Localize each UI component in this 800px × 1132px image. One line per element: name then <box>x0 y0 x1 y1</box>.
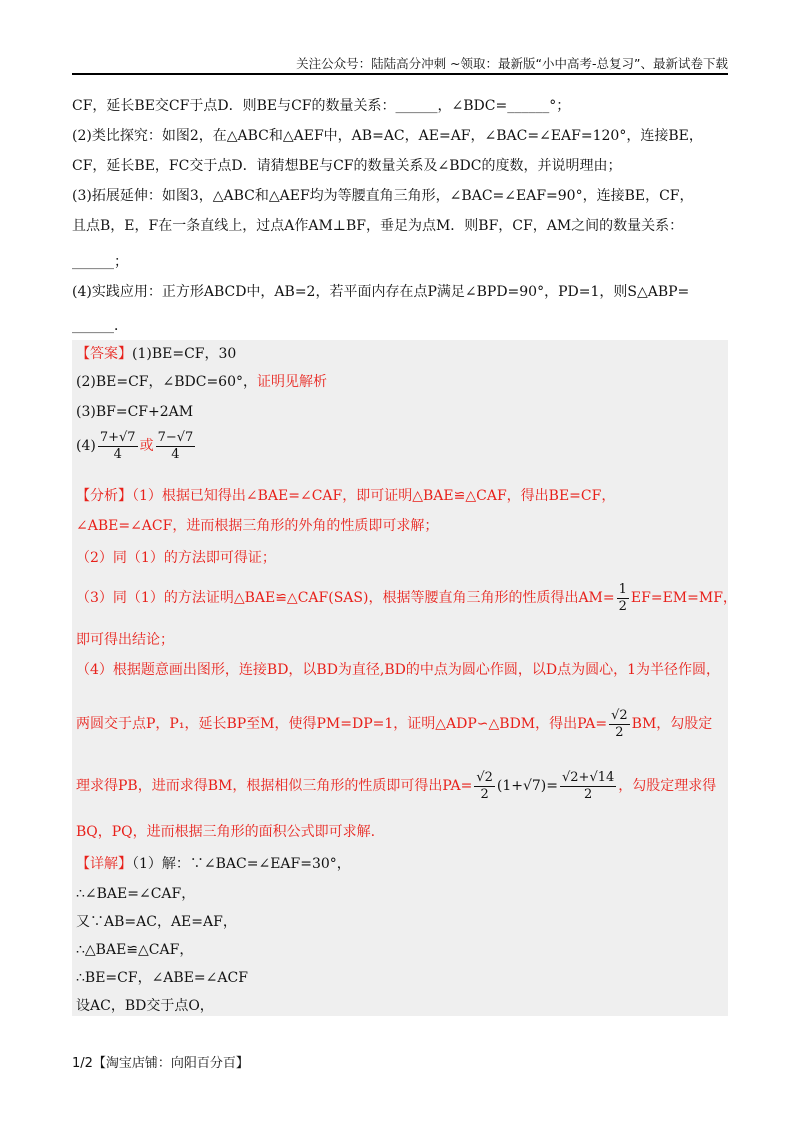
answer-4-fraction-2 <box>156 430 196 463</box>
answer-3: (3)BF=CF+2AM <box>76 404 194 420</box>
fraction-numerator: 7−√7 <box>157 429 194 445</box>
fraction-numerator: √2 <box>611 707 628 723</box>
analysis-expression: (1+√7)= <box>496 778 558 794</box>
answer-4-prefix: (4) <box>76 438 96 454</box>
sqrt2-over-2-fraction <box>609 708 630 741</box>
question-line: CF，延长BE交CF于点D．则BE与CF的数量关系：______，∠BDC=______°； <box>72 98 571 114</box>
analysis-line-5: 即可得出结论； <box>76 632 174 648</box>
half-fraction <box>617 582 629 615</box>
analysis-line-1 <box>76 486 615 506</box>
analysis-text: 理求得PB，进而求得BM，根据相似三角形的性质即可得出PA= <box>76 778 473 794</box>
question-line: 且点B，E，F在一条直线上，过点A作AM⊥BF，垂足为点M．则BF，CF，AM之间的数量关系： <box>72 218 684 234</box>
fraction-numerator: 7+√7 <box>99 429 136 445</box>
answer-4-or: 或 <box>139 438 154 454</box>
fraction-denominator: 2 <box>615 724 624 740</box>
analysis-line-8 <box>76 768 716 804</box>
detail-line-3: 又∵AB=AC，AE=AF， <box>76 914 237 930</box>
fraction-denominator: 4 <box>113 446 122 462</box>
header-divider <box>72 73 728 75</box>
answer-line-1 <box>76 344 236 364</box>
analysis-line-9: BQ，PQ，进而根据三角形的面积公式即可求解. <box>76 824 376 840</box>
answer-1: (1)BE=CF，30 <box>132 346 237 362</box>
analysis-text: BM，勾股定 <box>631 716 713 732</box>
question-line: CF，延长BE，FC交于点D．请猜想BE与CF的数量关系及∠BDC的度数，并说明理由； <box>72 158 622 174</box>
detail-line-1 <box>76 854 351 874</box>
analysis-text: （1）根据已知得出∠BAE=∠CAF，即可证明△BAE≌△CAF，得出BE=CF， <box>132 488 616 504</box>
analysis-text: （3）同（1）的方法证明△BAE≌△CAF(SAS)，根据等腰直角三角形的性质得出AM= <box>76 590 615 606</box>
detail-line-2: ∴∠BAE=∠CAF， <box>76 886 196 902</box>
question-line: (2)类比探究：如图2，在△ABC和△AEF中，AB=AC，AE=AF，∠BAC=∠EAF=120°，连接BE， <box>72 128 703 144</box>
question-line: ______． <box>72 318 128 334</box>
shop-name: 【淘宝店铺：向阳百分百】 <box>92 1056 249 1071</box>
answer-2-note: 证明见解析 <box>257 374 327 390</box>
analysis-text: ，勾股定理求得 <box>618 778 717 794</box>
detail-label: 【详解】 <box>76 856 132 872</box>
analysis-text: 两圆交于点P，P₁，延长BP至M，使得PM=DP=1，证明△ADP∽△BDM，得出PA= <box>76 716 608 732</box>
result-fraction <box>560 770 616 803</box>
header-text: 关注公众号：陆陆高分冲刺 ~领取：最新版“小中高考-总复习”、最新试卷下载 <box>296 56 728 71</box>
answer-line-2 <box>76 372 327 392</box>
answer-2: (2)BE=CF，∠BDC=60°， <box>76 374 257 390</box>
answer-label: 【答案】 <box>76 346 132 362</box>
analysis-line-6: （4）根据题意画出图形，连接BD，以BD为直径,BD的中点为圆心作圆，以D点为圆心，1为半径作圆， <box>76 662 721 678</box>
fraction-numerator: 1 <box>618 581 627 597</box>
detail-line-6: 设AC，BD交于点O， <box>76 998 214 1014</box>
fraction-numerator: √2 <box>476 769 493 785</box>
detail-line-5: ∴BE=CF，∠ABE=∠ACF <box>76 970 248 986</box>
detail-text: （1）解：∵∠BAC=∠EAF=30°， <box>132 856 351 872</box>
answer-line-3 <box>76 402 193 422</box>
solution-panel <box>72 340 737 1016</box>
page-header <box>72 54 728 74</box>
analysis-line-2: ∠ABE=∠ACF，进而根据三角形的外角的性质即可求解； <box>76 518 439 534</box>
analysis-line-3: （2）同（1）的方法即可得证； <box>76 550 276 566</box>
analysis-line-7 <box>76 706 712 742</box>
fraction-numerator: √2+√14 <box>562 769 615 785</box>
question-line: ______； <box>72 254 128 270</box>
question-line: (4)实践应用：正方形ABCD中，AB=2，若平面内存在点P满足∠BPD=90°，PD=1，则S△ABP= <box>72 284 690 300</box>
detail-line-4: ∴△BAE≌△CAF， <box>76 942 194 958</box>
page-footer <box>72 1052 249 1071</box>
fraction-denominator: 4 <box>171 446 180 462</box>
page-number: 1/2 <box>72 1056 93 1071</box>
analysis-text: EF=EM=MF， <box>630 590 737 606</box>
sqrt2-over-2-fraction <box>474 770 495 803</box>
question-line: (3)拓展延伸：如图3，△ABC和△AEF均为等腰直角三角形，∠BAC=∠EAF=90°，连接BE，CF， <box>72 188 694 204</box>
fraction-denominator: 2 <box>480 786 489 802</box>
fraction-denominator: 2 <box>584 786 593 802</box>
analysis-label: 【分析】 <box>76 488 132 504</box>
analysis-line-4 <box>76 580 737 616</box>
answer-line-4 <box>76 428 197 464</box>
answer-4-fraction-1 <box>98 430 138 463</box>
fraction-denominator: 2 <box>618 598 627 614</box>
